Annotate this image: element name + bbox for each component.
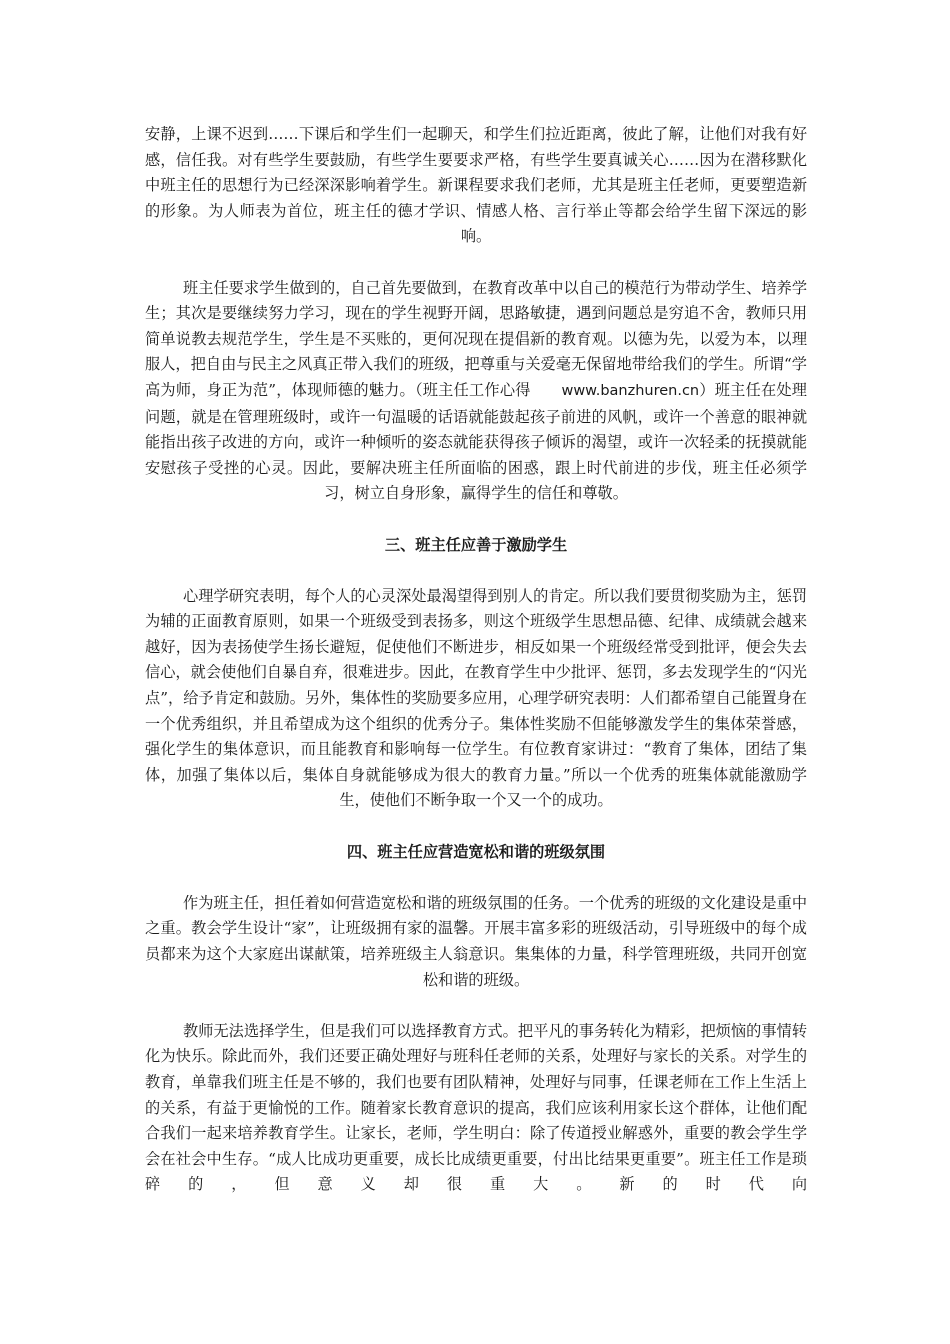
section-heading-4: 四、班主任应营造宽松和谐的班级氛围 <box>346 842 606 861</box>
paragraph-1: 安静，上课不迟到……下课后和学生们一起聊天，和学生们拉近距离，彼此了解，让他们对我有好感，信任我。对有些学生要鼓励，有些学生要要求严格，有些学生要真诚关心……因为在潜移默化中班主任的思想行为已经深深影响着学生。新课程要求我们老师，尤其是班主任老师，更要塑造新的形象。为人师表为首位，班主任的德才学识、情感人格、言行举止等都会给学生留下深远的影响。 <box>145 125 807 246</box>
document-page <box>145 122 807 1198</box>
paragraph-gap <box>145 558 807 584</box>
website-url: www.banzhuren.cn <box>561 382 700 399</box>
paragraph-gap <box>145 865 807 891</box>
paragraph-5: 教师无法选择学生，但是我们可以选择教育方式。把平凡的事务转化为精彩，把烦恼的事情转化为快乐。除此而外，我们还要正确处理好与班科任老师的关系，处理好与家长的关系。对学生的教育，单靠我们班主任是不够的，我们也要有团队精神，处理好与同事，任课老师在工作上生活上的关系，有益于更愉悦的工作。随着家长教育意识的提高，我们应该利用家长这个群体，让他们配合我们一起来培养教育学生。让家长，老师，学生明白：除了传道授业解惑外，重要的教会学生学会在社会中生存。“成人比成功更重要，成长比成绩更重要，付出比结果更重要”。班主任工作是琐碎的，但意义却很重大。新的时代向 <box>145 1021 807 1194</box>
paragraph-2-text-before: 班主任要求学生做到的，自己首先要做到，在教育改革中以自己的模范行为带动学生、培养学生；其次是要继续努力学习，现在的学生视野开阔，思路敏捷，遇到问题总是穷追不舍，教师只用简单说教去规范学生，学生是不买账的，更何况现在提倡新的教育观。以德为先，以爱为本，以理服人，把自由与民主之风真正带入我们的班级，把尊重与关爱毫无保留地带给我们的学生。所谓“学高为师，身正为范”，体现师德的魅力。（班主任工作心得 <box>145 278 807 399</box>
paragraph-gap <box>145 250 807 276</box>
paragraph-4: 作为班主任，担任着如何营造宽松和谐的班级氛围的任务。一个优秀的班级的文化建设是重中之重。教会学生设计“家”，让班级拥有家的温馨。开展丰富多彩的班级活动，引导班级中的每个成员都来为这个大家庭出谋献策，培养班级主人翁意识。集集体的力量，科学管理班级，共同开创宽松和谐的班级。 <box>145 893 807 989</box>
paragraph-2-text-after: ）班主任在处理问题，就是在管理班级时，或许一句温暖的话语就能鼓起孩子前进的风帆，或许一个善意的眼神就能指出孩子改进的方向，或许一种倾听的姿态就能获得孩子倾诉的渴望，或许一次轻柔的抚摸就能安慰孩子受挫的心灵。因此，要解决班主任所面临的困惑，跟上时代前进的步伐，班主任必须学习，树立自身形象，赢得学生的信任和尊敬。 <box>145 380 807 503</box>
section-heading-3: 三、班主任应善于激励学生 <box>384 535 568 554</box>
paragraph-gap <box>145 814 807 840</box>
paragraph-gap <box>145 507 807 533</box>
paragraph-3: 心理学研究表明，每个人的心灵深处最渴望得到别人的肯定。所以我们要贯彻奖励为主，惩罚为辅的正面教育原则，如果一个班级受到表扬多，则这个班级学生思想品德、纪律、成绩就会越来越好，因为表扬使学生扬长避短，促使他们不断进步，相反如果一个班级经常受到批评，便会失去信心，就会使他们自暴自弃，很难进步。因此，在教育学生中少批评、惩罚，多去发现学生的“闪光点”，给予肯定和鼓励。另外，集体性的奖励要多应用，心理学研究表明：人们都希望自己能置身在一个优秀组织，并且希望成为这个组织的优秀分子。集体性奖励不但能够激发学生的集体荣誉感，强化学生的集体意识，而且能教育和影响每一位学生。有位教育家讲过：“教育了集体，团结了集体，加强了集体以后，集体自身就能够成为很大的教育力量。”所以一个优秀的班集体就能激励学生，使他们不断争取一个又一个的成功。 <box>145 586 807 810</box>
paragraph-gap <box>145 993 807 1019</box>
paragraph-2 <box>145 276 807 507</box>
